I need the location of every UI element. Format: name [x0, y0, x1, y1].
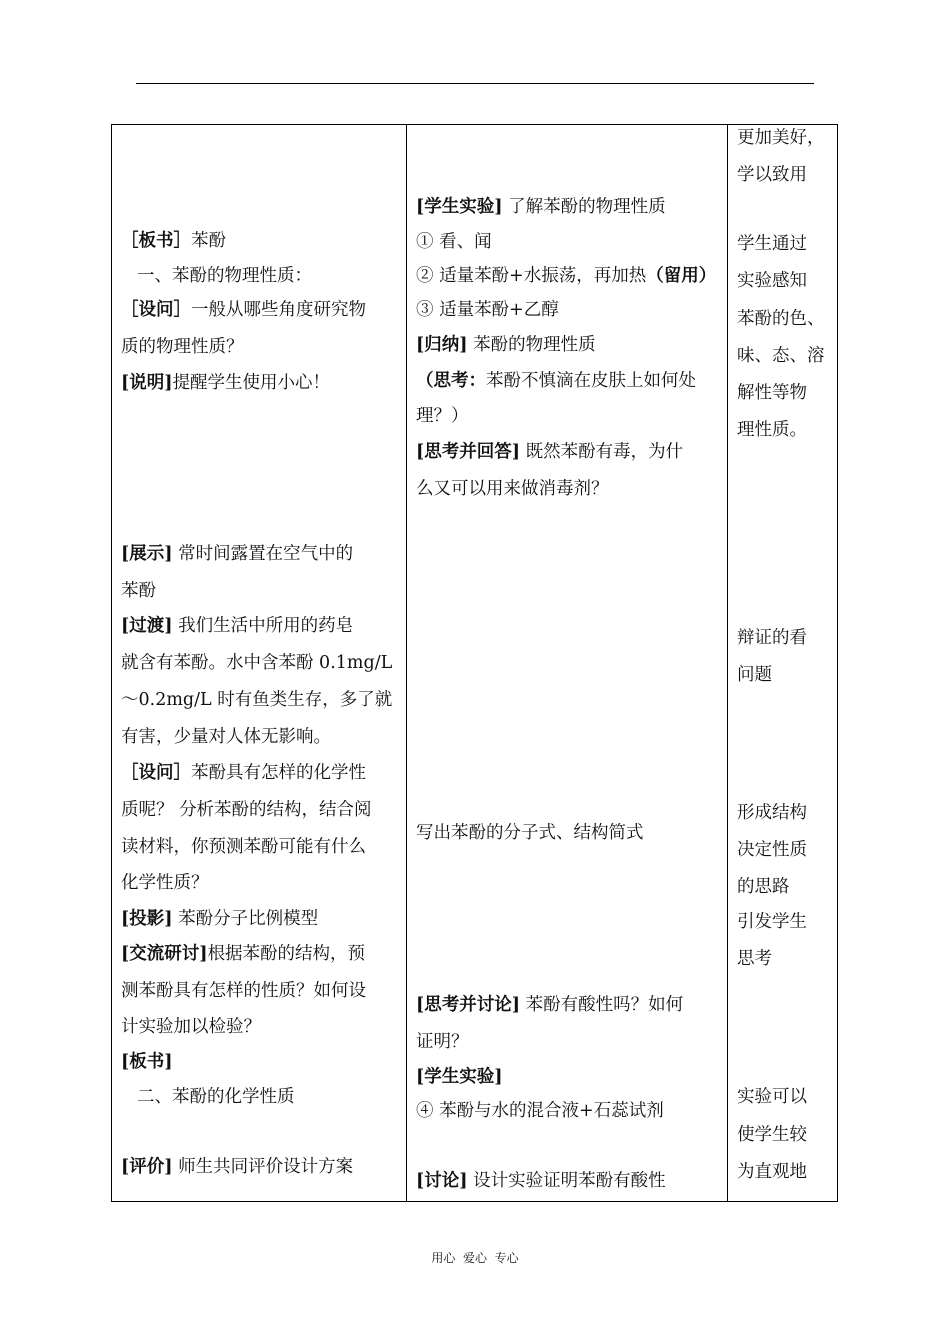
- line-text: 苯酚具有怎样的化学性: [191, 763, 366, 783]
- col1-line: [121, 372, 330, 394]
- col1-line: [121, 543, 353, 565]
- section-tag: [评价]: [121, 1157, 173, 1177]
- line-text: 实验感知: [737, 271, 807, 291]
- col1-line: [121, 652, 392, 674]
- section-tag: [展示]: [121, 544, 173, 564]
- line-text: ① 看、闻: [416, 232, 492, 252]
- line-text: 学以致用: [737, 165, 807, 185]
- line-text: 一般从哪些角度研究物: [191, 300, 366, 320]
- col1-line: [121, 726, 331, 748]
- col1-line: [121, 299, 366, 321]
- col3-line: [737, 419, 807, 441]
- section-tag: [板书]: [121, 1052, 173, 1072]
- col1-line: [121, 580, 156, 602]
- col1-line: [121, 943, 365, 965]
- line-text: 质的物理性质？: [121, 337, 244, 357]
- line-text: 辩证的看: [737, 628, 807, 648]
- line-text: 测苯酚具有怎样的性质？如何设: [121, 981, 366, 1001]
- column-divider: [406, 125, 407, 1201]
- col2-line: [416, 478, 609, 500]
- line-text: 根据苯酚的结构，预: [207, 944, 366, 964]
- line-text: 味、态、溶: [737, 346, 825, 366]
- line-text: 二、苯酚的化学性质: [137, 1087, 295, 1107]
- line-text: 证明？: [416, 1032, 469, 1052]
- col3-line: [737, 382, 807, 404]
- line-text: 苯酚不慎滴在皮肤上如何处: [486, 371, 696, 391]
- line-text: 的思路: [737, 877, 790, 897]
- line-text: 苯酚: [121, 581, 156, 601]
- section-tag: [学生实验]: [416, 1067, 503, 1087]
- col3-line: [737, 802, 807, 824]
- line-text: 写出苯酚的分子式、结构简式: [416, 823, 644, 843]
- col3-line: [737, 164, 807, 186]
- col3-line: [737, 1086, 807, 1108]
- line-text: 为直观地: [737, 1162, 807, 1182]
- col1-line: [121, 908, 318, 930]
- line-text: 么又可以用来做消毒剂？: [416, 479, 609, 499]
- section-tag: [归纳]: [416, 335, 468, 355]
- col2-line: [416, 994, 683, 1016]
- line-text: 我们生活中所用的药皂: [172, 616, 354, 636]
- section-tag: [过渡]: [121, 616, 173, 636]
- line-text: 苯酚: [191, 231, 226, 251]
- col2-line: [416, 231, 492, 253]
- column-divider: [727, 125, 728, 1201]
- col1-line: [121, 1051, 173, 1073]
- col3-line: [737, 876, 790, 898]
- col3-line: [737, 948, 772, 970]
- col1-line: [121, 336, 244, 358]
- col2-line: [416, 370, 696, 392]
- col3-line: [737, 839, 807, 861]
- line-text: 苯酚的色、: [737, 309, 825, 329]
- section-tag: [思考并讨论]: [416, 995, 521, 1015]
- col1-line: [137, 265, 312, 287]
- col2-line: [416, 1066, 503, 1088]
- line-text: 更加美好，: [737, 128, 825, 148]
- line-text: ③ 适量苯酚+乙醇: [416, 300, 559, 320]
- section-tag: [思考并回答]: [416, 442, 521, 462]
- col2-line: [416, 441, 683, 463]
- col1-line: [121, 1156, 353, 1178]
- col1-line: [121, 1016, 261, 1038]
- section-tag: [学生实验]: [416, 197, 503, 217]
- section-tag: ［设问］: [121, 300, 191, 320]
- line-text: 师生共同评价设计方案: [172, 1157, 354, 1177]
- page-footer: 用心 爱心 专心: [431, 1251, 519, 1265]
- line-text: 实验可以: [737, 1087, 807, 1107]
- line-text: 就含有苯酚。水中含苯酚 0.1mg/L: [121, 653, 393, 673]
- col3-line: [737, 308, 825, 330]
- section-tag: [讨论]: [416, 1171, 468, 1191]
- col2-line: [416, 1031, 469, 1053]
- col1-line: [121, 615, 353, 637]
- line-text: 形成结构: [737, 803, 807, 823]
- line-text: 既然苯酚有毒，为什: [520, 442, 684, 462]
- col1-line: [121, 689, 392, 711]
- col3-line: [737, 1124, 807, 1146]
- line-text: 常时间露置在空气中的: [172, 544, 354, 564]
- line-text: 提醒学生使用小心！: [172, 373, 331, 393]
- line-text: 苯酚的物理性质: [467, 335, 596, 355]
- line-text: 有害，少量对人体无影响。: [121, 727, 331, 747]
- line-text: 设计实验证明苯酚有酸性: [467, 1171, 666, 1191]
- col2-line: [416, 334, 596, 356]
- line-text: 思考: [737, 949, 772, 969]
- col3-line: [737, 270, 807, 292]
- line-text: 解性等物: [737, 383, 807, 403]
- col1-line: [121, 799, 372, 821]
- line-text: 一、苯酚的物理性质：: [137, 266, 312, 286]
- section-tag: [投影]: [121, 909, 173, 929]
- section-tag: ［板书］: [121, 231, 191, 251]
- col2-line: [416, 196, 666, 218]
- col3-line: [737, 233, 807, 255]
- header-rule: [136, 83, 814, 84]
- col3-line: [737, 345, 825, 367]
- col3-line: [737, 664, 772, 686]
- line-text: 使学生较: [737, 1125, 807, 1145]
- line-text: 化学性质？: [121, 873, 209, 893]
- col3-line: [737, 1161, 807, 1183]
- line-text: ④ 苯酚与水的混合液+石蕊试剂: [416, 1101, 664, 1121]
- line-text: 了解苯酚的物理性质: [502, 197, 666, 217]
- line-text: 苯酚有酸性吗？如何: [520, 995, 684, 1015]
- line-text: 引发学生: [737, 912, 807, 932]
- col3-line: [737, 911, 807, 933]
- col1-line: [121, 872, 209, 894]
- col3-line: [737, 627, 807, 649]
- line-text: ～0.2mg/L 时有鱼类生存，多了就: [121, 690, 393, 710]
- line-text: 读材料，你预测苯酚可能有什么: [121, 837, 366, 857]
- col1-line: [121, 230, 226, 252]
- section-tag: [交流研讨]: [121, 944, 208, 964]
- section-tag: （留用）: [646, 266, 717, 286]
- line-text: 学生通过: [737, 234, 807, 254]
- section-tag: （思考：: [416, 371, 486, 391]
- line-text: 问题: [737, 665, 772, 685]
- col1-line: [121, 762, 366, 784]
- line-text: 质呢？ 分析苯酚的结构，结合阅: [121, 800, 372, 820]
- line-text: ② 适量苯酚+水振荡，再加热: [416, 266, 647, 286]
- col2-line: [416, 1100, 664, 1122]
- section-tag: [说明]: [121, 373, 173, 393]
- line-text: 理？）: [416, 406, 469, 426]
- line-text: 苯酚分子比例模型: [172, 909, 319, 929]
- col2-line: [416, 405, 469, 427]
- section-tag: ［设问］: [121, 763, 191, 783]
- col3-line: [737, 127, 825, 149]
- col2-line: [416, 299, 559, 321]
- col1-line: [121, 980, 366, 1002]
- line-text: 决定性质: [737, 840, 807, 860]
- line-text: 理性质。: [737, 420, 807, 440]
- line-text: 计实验加以检验？: [121, 1017, 261, 1037]
- col2-line: [416, 822, 644, 844]
- col1-line: [137, 1086, 295, 1108]
- col2-line: [416, 265, 716, 287]
- col1-line: [121, 836, 366, 858]
- col2-line: [416, 1170, 666, 1192]
